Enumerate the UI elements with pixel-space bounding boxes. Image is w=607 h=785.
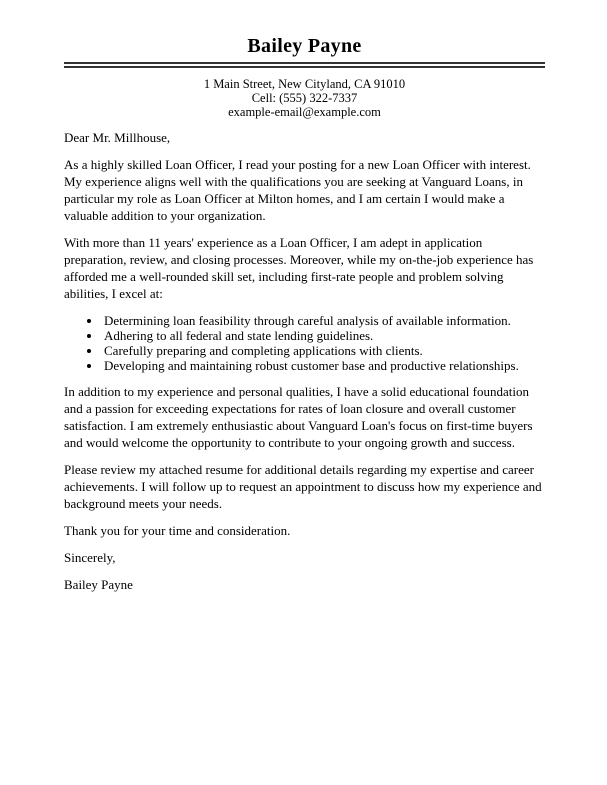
contact-email: example-email@example.com (228, 105, 381, 119)
salutation: Dear Mr. Millhouse, (64, 130, 171, 145)
letter-body (64, 129, 545, 593)
closing-sincerely: Sincerely, (64, 550, 116, 565)
paragraph-thanks: Thank you for your time and consideration. (64, 523, 291, 538)
skills-bullet-list (64, 313, 545, 373)
contact-address: 1 Main Street, New Cityland, CA 91010 (203, 77, 406, 91)
bullet-item: • Determining loan feasibility through careful analysis of available information. (102, 313, 545, 328)
header-double-rule (64, 62, 545, 68)
paragraph-intro: As a highly skilled Loan Officer, I read your posting for a new Loan Officer with interest. My experience aligns well with the qualifications you are seeking at Vanguard Loans, in particular my role as Loan Officer at Milton homes, and I am certain I would make a valuable addition to your organization. (64, 157, 531, 223)
paragraph-resume: Please review my attached resume for additional details regarding my expertise and career achievements. I will follow up to request an appointment to discuss how my experience and background meets your needs. (64, 462, 542, 511)
contact-block (64, 77, 545, 119)
signature-name: Bailey Payne (64, 577, 133, 592)
bullet-item: • Developing and maintaining robust customer base and productive relationships. (102, 358, 545, 373)
contact-phone: Cell: (555) 322-7337 (251, 91, 358, 105)
letter-content (0, 35, 607, 593)
paragraph-education: In addition to my experience and personal qualities, I have a solid educational foundation and a passion for exceeding expectations for rates of loan closure and overall customer satisfaction. I am extremely enthusiastic about Vanguard Loan's focus on first-time buyers and would welcome the opportunity to contribute to your ongoing growth and success. (64, 384, 533, 450)
letter-header-name: Bailey Payne (247, 35, 362, 57)
bullet-item: • Adhering to all federal and state lending guidelines. (102, 328, 545, 343)
paragraph-experience: With more than 11 years' experience as a Loan Officer, I am adept in application preparation, review, and closing processes. Moreover, while my on-the-job experience has afforded me a well-rounded skill set, including first-rate people and problem solving abilities, I excel at: (64, 235, 534, 301)
bullet-item: • Carefully preparing and completing applications with clients. (102, 343, 545, 358)
